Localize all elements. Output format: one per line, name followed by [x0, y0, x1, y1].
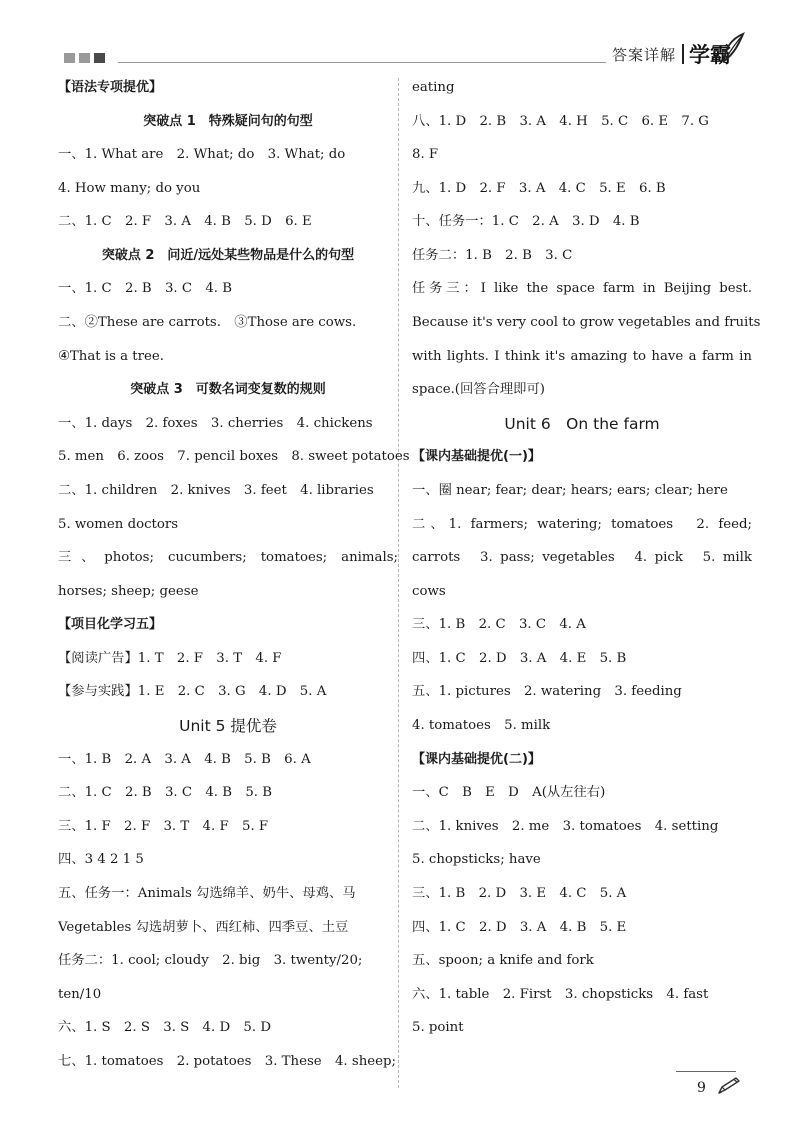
answer-line: 五、任务一：Animals 勾选绵羊、奶牛、母鸡、马 [58, 885, 356, 901]
answer-line: 四、1. C 2. D 3. A 4. B 5. E [412, 919, 627, 935]
header-rule [118, 62, 606, 63]
answer-line: 六、1. table 2. First 3. chopsticks 4. fast [412, 986, 709, 1002]
answer-line: horses; sheep; geese [58, 583, 199, 599]
answer-line: space.(回答合理即可) [412, 382, 545, 398]
answer-line: 突破点 2 问近/远处某些物品是什么的句型 [101, 247, 355, 263]
column-divider [398, 78, 399, 1088]
page-header [0, 0, 800, 72]
answer-line: 三、1. B 2. C 3. C 4. A [412, 617, 586, 633]
answer-line: 突破点 3 可数名词变复数的规则 [130, 382, 326, 398]
answer-line: 8. F [412, 147, 439, 163]
header-squares [64, 53, 105, 63]
answer-line: Unit 5 提优卷 [179, 717, 277, 736]
answer-line: 一、1. What are 2. What; do 3. What; do [58, 147, 346, 163]
answer-line: Unit 6 On the farm [504, 414, 660, 433]
answer-line: 八、1. D 2. B 3. A 4. H 5. C 6. E 7. G [412, 113, 709, 129]
answer-line: 【语法专项提优】 [58, 80, 163, 95]
answer-line: 【课内基础提优(一)】 [412, 449, 541, 465]
answer-line: 十、任务一：1. C 2. A 3. D 4. B [412, 214, 640, 230]
page-number: 9 [697, 1080, 706, 1096]
answer-line: 一、圈 near; fear; dear; hears; ears; clear; here [412, 482, 728, 498]
answer-line: 一、1. days 2. foxes 3. cherries 4. chickens [58, 415, 373, 431]
answer-line: 四、1. C 2. D 3. A 4. E 5. B [412, 650, 627, 666]
answer-line: 【项目化学习五】 [58, 617, 163, 633]
answer-line: 二、1. C 2. B 3. C 4. B 5. B [58, 785, 273, 801]
answer-line: ten/10 [58, 986, 102, 1002]
answer-line: with lights. I think it's amazing to have a farm in [412, 348, 752, 364]
answer-line: 二、1. C 2. F 3. A 4. B 5. D 6. E [58, 214, 312, 230]
answer-line: cows [412, 583, 446, 599]
answer-line: 5. chopsticks; have [412, 852, 541, 868]
answer-line: eating [412, 80, 455, 95]
answer-line: 任务二：1. cool; cloudy 2. big 3. twenty/20; [58, 953, 363, 969]
answer-line: 一、C B E D A(从左往右) [412, 785, 606, 801]
answer-line: 五、spoon; a knife and fork [412, 953, 594, 969]
header-separator [682, 44, 684, 64]
answer-line: 四、3 4 2 1 5 [58, 852, 144, 868]
answer-line: 二、②These are carrots. ③Those are cows. [58, 315, 357, 331]
answer-line: 五、1. pictures 2. watering 3. feeding [412, 684, 682, 700]
answer-line: 九、1. D 2. F 3. A 4. C 5. E 6. B [412, 180, 666, 196]
header-brand: 学霸 [689, 43, 731, 67]
answer-line: 5. women doctors [58, 516, 179, 532]
answer-line: Vegetables 勾选胡萝卜、西红柿、四季豆、土豆 [58, 919, 349, 935]
answer-line: 【课内基础提优(二)】 [412, 751, 541, 767]
answer-line: 六、1. S 2. S 3. S 4. D 5. D [58, 1020, 271, 1036]
answer-line: carrots 3. pass; vegetables 4. pick 5. milk [412, 550, 752, 566]
answer-line: Because it's very cool to grow vegetables and fruits [412, 315, 761, 331]
answer-line: 突破点 1 特殊疑问句的句型 [143, 113, 313, 129]
pencil-icon [716, 1076, 742, 1096]
answer-line: 任务三：I like the space farm in Beijing best. [412, 281, 752, 297]
answer-line: 二、1. knives 2. me 3. tomatoes 4. setting [412, 818, 719, 834]
answer-line: 一、1. C 2. B 3. C 4. B [58, 281, 233, 297]
answer-line: 三、1. F 2. F 3. T 4. F 5. F [58, 818, 269, 834]
answer-line: 4. How many; do you [58, 180, 201, 196]
header-title: 答案详解 [612, 46, 677, 64]
answer-line: 任务二：1. B 2. B 3. C [412, 247, 573, 263]
answer-line: 七、1. tomatoes 2. potatoes 3. These 4. sheep; [58, 1053, 397, 1069]
leaf-icon [721, 31, 747, 65]
answer-line: 5. point [412, 1020, 464, 1036]
answer-line: 二、1. farmers; watering; tomatoes 2. feed; [412, 516, 752, 532]
answer-line: 4. tomatoes 5. milk [412, 718, 551, 734]
answer-line: 【参与实践】1. E 2. C 3. G 4. D 5. A [58, 684, 327, 700]
answer-line: 【阅读广告】1. T 2. F 3. T 4. F [58, 650, 282, 666]
answer-line: 二、1. children 2. knives 3. feet 4. libraries [58, 482, 374, 498]
footer-rule [676, 1071, 736, 1072]
answer-line: 5. men 6. zoos 7. pencil boxes 8. sweet potatoes [58, 449, 410, 465]
answer-line: 三、photos; cucumbers; tomatoes; animals; [58, 550, 398, 566]
answer-line: 一、1. B 2. A 3. A 4. B 5. B 6. A [58, 751, 311, 767]
answer-line: 三、1. B 2. D 3. E 4. C 5. A [412, 885, 627, 901]
answer-line: ④That is a tree. [58, 348, 164, 364]
